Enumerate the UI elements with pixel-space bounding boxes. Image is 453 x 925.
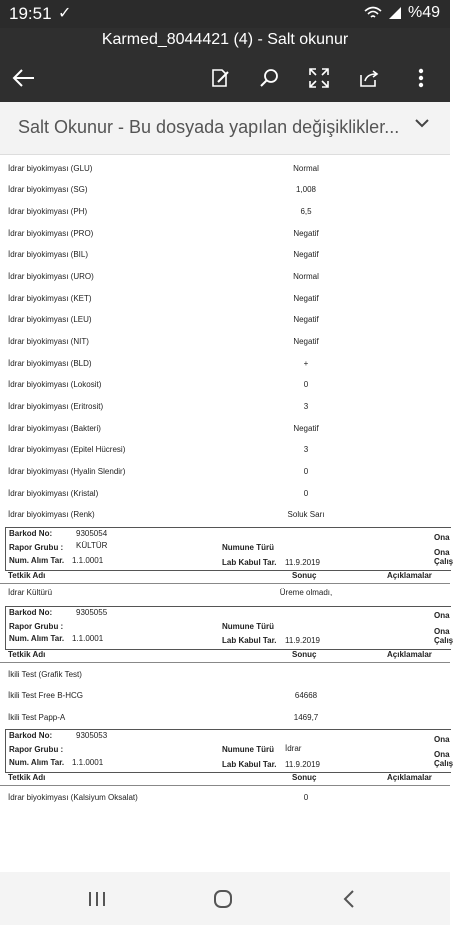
table-row: İdrar biyokimyası (Lokosit) 0 (8, 380, 309, 389)
search-icon (258, 67, 280, 89)
document-title: Karmed_8044421 (4) - Salt okunur (101, 31, 349, 48)
read-only-banner[interactable] (0, 102, 450, 155)
table-row: İdrar biyokimyası (Bakteri) Negatif (8, 424, 319, 433)
sample-header: Barkod No: 9305053 Rapor Grubu : Num. Alım Tar. 1.1.0001 Numune Türü İdrar Lab Kabul Tar. 11.9.2019 Ona Ona Çalış (5, 729, 451, 773)
barcode-value: 9305055 (76, 608, 108, 617)
table-row: İdrar biyokimyası (Eritrosit) 3 (8, 402, 309, 411)
table-row: İdrar biyokimyası (KET) Negatif (8, 294, 319, 303)
document-viewer[interactable] (0, 155, 453, 872)
signal-icon (388, 6, 402, 20)
read-only-message: Salt Okunur - Bu dosyada yapılan değişiklikler... (18, 117, 400, 137)
table-row: İdrar biyokimyası (BLD) + (8, 359, 309, 368)
table-row: İkili Test (Grafik Test) (8, 670, 82, 679)
sample-header: Barkod No: 9305055 Rapor Grubu : Num. Alım Tar. 1.1.0001 Numune Türü Lab Kabul Tar. 11.9.2019 Ona Ona Çalış (5, 606, 451, 650)
table-row: İdrar biyokimyası (GLU) Normal (8, 164, 319, 173)
table-row: İdrar biyokimyası (Epitel Hücresi) 3 (8, 445, 309, 454)
arrow-left-icon (12, 68, 36, 88)
table-row: İdrar biyokimyası (PRO) Negatif (8, 229, 319, 238)
table-row: İdrar biyokimyası (Kalsiyum Oksalat) 0 (8, 793, 309, 802)
table-row: İdrar biyokimyası (BIL) Negatif (8, 250, 319, 259)
back-button[interactable] (10, 64, 38, 92)
home-button[interactable] (209, 886, 237, 912)
edit-button[interactable] (206, 64, 234, 92)
fullscreen-button[interactable] (305, 64, 333, 92)
more-vert-icon (418, 68, 424, 88)
sample-header: Barkod No: 9305054 Rapor Grubu : KÜLTÜR Num. Alım Tar. 1.1.0001 Numune Türü Lab Kabul Tar. 11.9.2019 Ona Ona Çalış (5, 527, 451, 571)
status-time: 19:51 (9, 4, 52, 23)
table-header: Tetkik Adı Sonuç Açıklamalar (0, 648, 450, 663)
table-row: İdrar biyokimyası (Hyalin Slendir) 0 (8, 467, 309, 476)
barcode-value: 9305054 (76, 529, 108, 538)
battery-level: %49 (407, 4, 440, 21)
table-header: Tetkik Adı Sonuç Açıklamalar (0, 771, 450, 786)
status-bar (0, 0, 450, 28)
expand-icon (308, 67, 330, 89)
app-toolbar (0, 28, 450, 102)
table-row: İdrar biyokimyası (Renk) Soluk Sarı (8, 510, 325, 519)
search-button[interactable] (255, 64, 283, 92)
download-done-icon: ✓ (58, 5, 72, 22)
home-icon (213, 889, 233, 909)
table-row: İkili Test Papp-A 1469,7 (8, 713, 319, 722)
chevron-left-icon (343, 890, 355, 908)
more-options-button[interactable] (407, 64, 435, 92)
table-row: İdrar biyokimyası (SG) 1,008 (8, 185, 317, 194)
recent-apps-icon (88, 891, 106, 907)
system-navigation-bar (0, 872, 450, 925)
table-header: Tetkik Adı Sonuç Açıklamalar (0, 569, 450, 584)
table-row: İdrar biyokimyası (NIT) Negatif (8, 337, 319, 346)
barcode-value: 9305053 (76, 731, 108, 740)
share-icon (358, 67, 380, 89)
table-row: İdrar biyokimyası (LEU) Negatif (8, 315, 319, 324)
table-row: İkili Test Free B-HCG 64668 (8, 691, 318, 700)
chevron-down-icon[interactable] (414, 118, 430, 128)
table-row: İdrar biyokimyası (Kristal) 0 (8, 489, 309, 498)
table-row: İdrar biyokimyası (PH) 6,5 (8, 207, 312, 216)
system-back-button[interactable] (335, 886, 363, 912)
table-row: İdrar biyokimyası (URO) Normal (8, 272, 319, 281)
recent-apps-button[interactable] (83, 886, 111, 912)
table-row: İdrar Kültürü Üreme olmadı, (8, 588, 333, 597)
report-group-value: KÜLTÜR (76, 541, 108, 550)
share-button[interactable] (355, 64, 383, 92)
wifi-icon (364, 6, 382, 20)
edit-document-icon (209, 67, 231, 89)
